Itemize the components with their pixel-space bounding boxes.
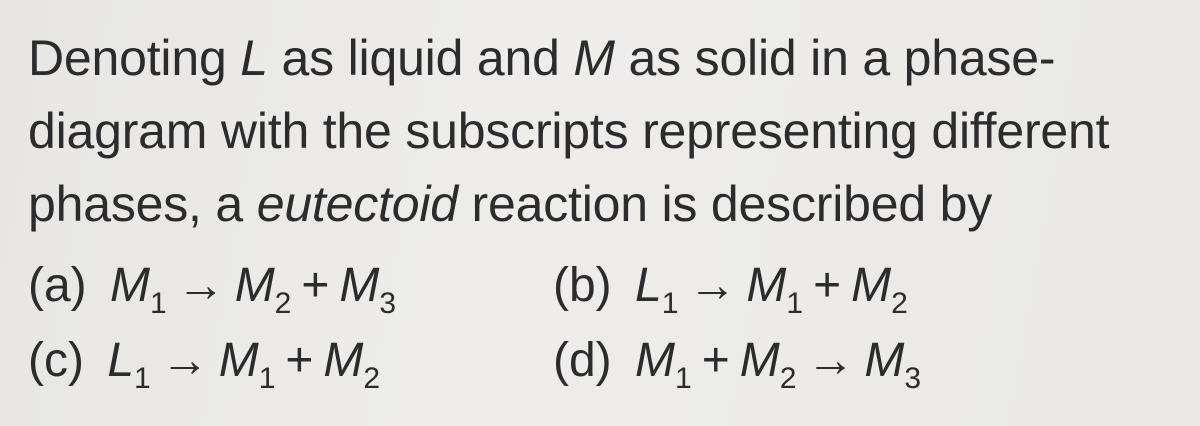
reaction-arrow: → (160, 334, 209, 387)
reaction-arrow: → (688, 259, 737, 312)
option-c-lhs-subscript: 1 (134, 362, 151, 395)
option-b-rhs-subscript-1: 1 (786, 287, 804, 320)
question-line-1 (28, 22, 1188, 95)
option-d-tag: (d) (553, 334, 612, 387)
plus-sign: + (701, 334, 730, 387)
plus-sign: + (301, 259, 330, 312)
option-d[interactable] (553, 331, 922, 395)
answer-options (28, 244, 1188, 414)
option-a-rhs-symbol-1: M (234, 259, 275, 312)
variable-l: L (240, 30, 268, 86)
question-text-segment: phases, a (28, 176, 257, 232)
question-line-3 (28, 168, 1188, 241)
option-b-lhs-symbol: L (635, 259, 662, 312)
option-a[interactable] (28, 256, 397, 320)
option-b-rhs-symbol-1: M (746, 259, 787, 312)
option-a-tag: (a) (28, 259, 87, 312)
variable-m: M (573, 30, 615, 86)
option-c-rhs-subscript-1: 1 (258, 362, 276, 395)
option-a-lhs-subscript: 1 (150, 287, 167, 320)
reaction-arrow: → (806, 334, 855, 387)
option-d-lhs-subscript-1: 1 (675, 362, 692, 395)
option-a-lhs-symbol: M (110, 259, 150, 312)
question-text-segment: as solid in a phase- (614, 30, 1056, 86)
option-a-rhs-subscript-1: 2 (274, 287, 292, 320)
question-text (28, 22, 1188, 241)
option-b[interactable] (553, 256, 908, 320)
option-a-rhs-symbol-2: M (339, 259, 380, 312)
option-c[interactable] (28, 331, 381, 395)
option-b-tag: (b) (553, 259, 612, 312)
option-a-rhs-subscript-2: 3 (379, 287, 397, 320)
option-b-rhs-symbol-2: M (851, 259, 892, 312)
option-c-rhs-symbol-1: M (218, 334, 259, 387)
reaction-arrow: → (176, 259, 225, 312)
question-text-segment: Denoting (28, 30, 241, 86)
question-text-segment: reaction is described by (457, 176, 993, 232)
option-b-lhs-subscript: 1 (661, 287, 679, 320)
question-line-2 (28, 95, 1188, 168)
option-c-rhs-symbol-2: M (323, 334, 364, 387)
term-eutectoid: eutectoid (256, 176, 458, 232)
option-d-lhs-subscript-2: 2 (779, 362, 797, 395)
option-d-rhs-subscript: 3 (904, 362, 922, 395)
option-c-rhs-subscript-2: 2 (363, 362, 381, 395)
plus-sign: + (813, 259, 842, 312)
option-d-rhs-symbol: M (864, 334, 905, 387)
option-d-lhs-symbol-2: M (739, 334, 780, 387)
question-text-segment: diagram with the subscripts representing different (28, 103, 1110, 159)
plus-sign: + (285, 334, 314, 387)
option-c-lhs-symbol: L (107, 334, 135, 387)
question-text-segment: as liquid and (267, 30, 574, 86)
option-b-rhs-subscript-2: 2 (891, 287, 908, 320)
option-c-tag: (c) (28, 334, 84, 387)
option-d-lhs-symbol-1: M (635, 334, 675, 387)
